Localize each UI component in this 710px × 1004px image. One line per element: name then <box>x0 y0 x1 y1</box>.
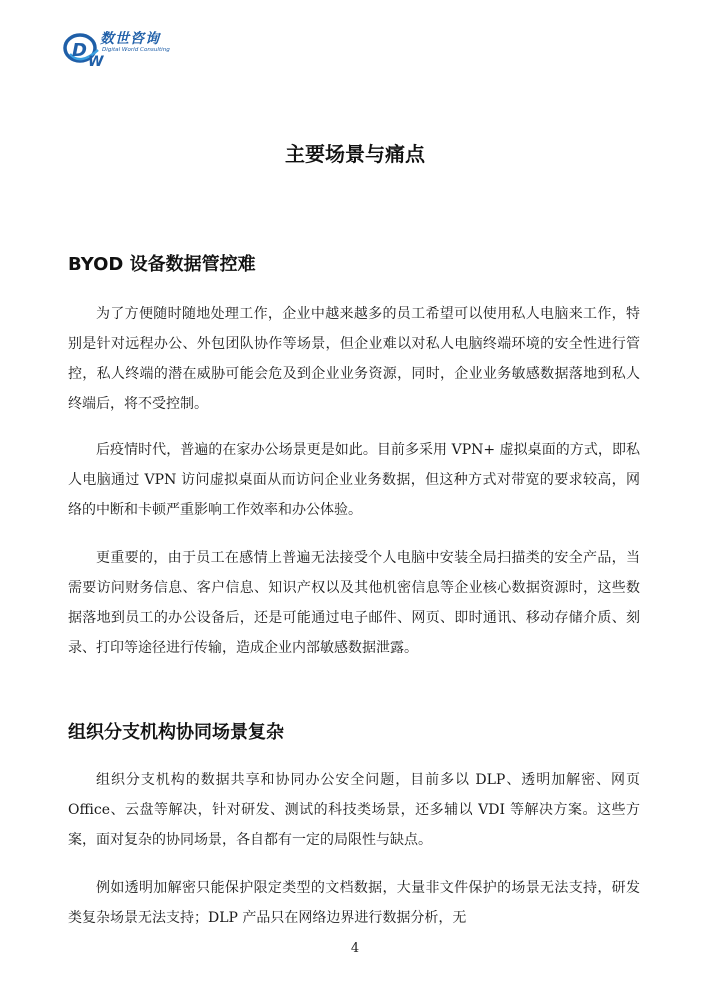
svg-text:W: W <box>88 54 104 70</box>
paragraph: 为了方便随时随地处理工作，企业中越来越多的员工希望可以使用私人电脑来工作，特别是针对远程办公、外包团队协作等场景，但企业难以对私人电脑终端环境的安全性进行管控，私人终端的潜在威胁可能会危及到企业业务资源，同时，企业业务敏感数据落地到私人终端后，将不受控制。 <box>68 306 640 412</box>
logo-chinese-name: 数世咨询 <box>100 31 160 47</box>
logo-english-name: Digital World Consulting <box>102 47 170 53</box>
page-number: 4 <box>350 941 360 956</box>
paragraph: 组织分支机构的数据共享和协同办公安全问题，目前多以 DLP、透明加解密、网页 Office、云盘等解决，针对研发、测试的科技类场景，还多辅以 VDI 等解决方案。这些方案，面对复杂的协同场景，各自都有一定的局限性与缺点。 <box>68 772 640 848</box>
page-title: 主要场景与痛点 <box>285 142 425 166</box>
svg-text:D: D <box>72 40 87 61</box>
paragraph: 例如透明加解密只能保护限定类型的文档数据，大量非文件保护的场景无法支持，研发类复杂场景无法支持；DLP 产品只在网络边界进行数据分析，无 <box>68 880 640 926</box>
paragraph: 更重要的，由于员工在感情上普遍无法接受个人电脑中安装全局扫描类的安全产品，当需要访问财务信息、客户信息、知识产权以及其他机密信息等企业核心数据资源时，这些数据落地到员工的办公设备后，还是可能通过电子邮件、网页、即时通讯、移动存储介质、刻录、打印等途径进行传输，造成企业内部敏感数据泄露。 <box>68 550 640 656</box>
section-heading-byod: BYOD 设备数据管控难 <box>68 254 256 275</box>
company-logo <box>62 26 192 70</box>
section-heading-branch-collaboration: 组织分支机构协同场景复杂 <box>68 722 284 743</box>
paragraph: 后疫情时代，普遍的在家办公场景更是如此。目前多采用 VPN+ 虚拟桌面的方式，即私人电脑通过 VPN 访问虚拟桌面从而访问企业业务数据，但这种方式对带宽的要求较高，网络的中断和卡顿严重影响工作效率和办公体验。 <box>68 442 640 518</box>
